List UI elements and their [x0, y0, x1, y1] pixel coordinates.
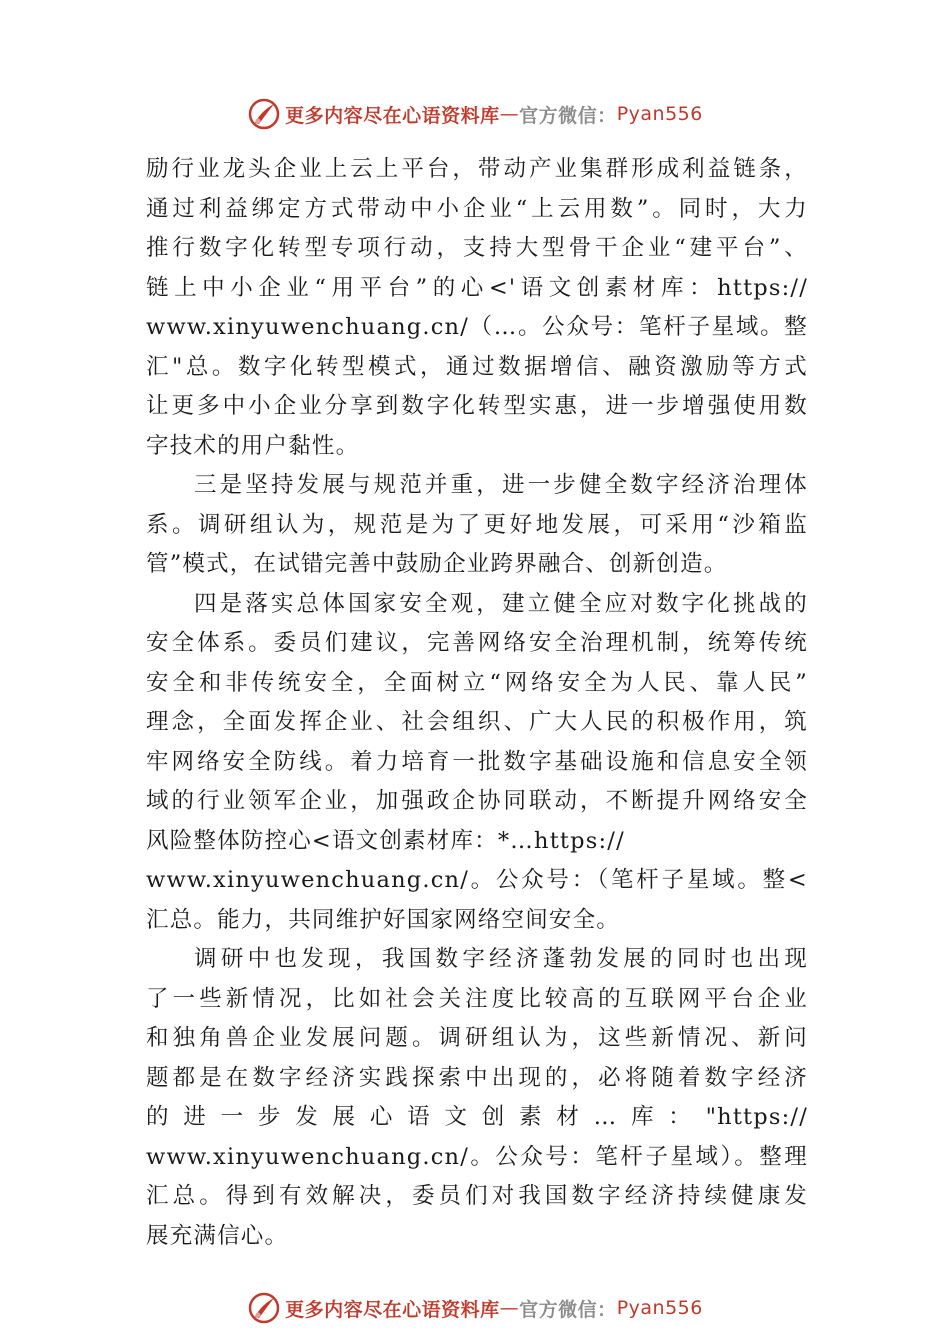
- text-line: 了一些新情况，比如社会关注度比较高的互联网平台企业: [146, 985, 808, 1012]
- text-line: 链上中小企业“用平台”的心<'语文创素材库：https://: [146, 274, 808, 301]
- text-line: 域的行业领军企业，加强政企协同联动，不断提升网络安全: [146, 788, 808, 814]
- brush-logo-icon: [247, 97, 281, 131]
- paragraph-start-line: 三是坚持发展与规范并重，进一步健全数字经济治理体: [194, 472, 808, 498]
- header-brand: 更多内容尽在心语资料库: [285, 104, 500, 127]
- text-line: 励行业龙头企业上云上平台，带动产业集群形成利益链条，: [146, 156, 808, 182]
- text-line: www.xinyuwenchuang.cn/。公众号：笔杆子星域）。整理: [146, 1143, 808, 1170]
- brush-logo-icon: [247, 1291, 281, 1325]
- text-line: 管”模式，在试错完善中鼓励企业跨界融合、创新创造。: [146, 551, 728, 577]
- text-line: 字技术的用户黏性。: [146, 432, 360, 459]
- text-line: 汇总。能力，共同维护好国家网络空间安全。: [146, 906, 621, 933]
- text-line: 系。调研组认为，规范是为了更好地发展，可采用“沙箱监: [146, 511, 808, 538]
- header-wechat-id: Pyan556: [616, 103, 703, 125]
- header-banner: [0, 96, 950, 132]
- header-dash: —: [499, 103, 520, 125]
- text-line: 安全和非传统安全，全面树立“网络安全为人民、靠人民”: [146, 669, 808, 696]
- text-line: 的进一步发展心语文创素材…库："https://: [146, 1104, 808, 1130]
- paragraph-start-line: 调研中也发现，我国数字经济蓬勃发展的同时也出现: [194, 946, 808, 972]
- text-line: 理念，全面发挥企业、社会组织、广大人民的积极作用，筑: [146, 709, 808, 735]
- text-line: 和独角兽企业发展问题。调研组认为，这些新情况、新问: [146, 1025, 808, 1051]
- text-line: 风险整体防控心<语文创素材库：*…https://: [146, 827, 625, 854]
- header-wechat-label: 官方微信：: [519, 104, 617, 127]
- footer-wechat-id: Pyan556: [616, 1297, 703, 1319]
- text-line: 让更多中小企业分享到数字化转型实惠，进一步增强使用数: [146, 393, 808, 419]
- text-line: 题都是在数字经济实践探索中出现的，必将随着数字经济: [146, 1064, 808, 1091]
- text-line: 安全体系。委员们建议，完善网络安全治理机制，统筹传统: [146, 630, 808, 656]
- footer-dash: —: [499, 1297, 520, 1319]
- footer-banner: [0, 1290, 950, 1326]
- text-line: 汇总。得到有效解决，委员们对我国数字经济持续健康发: [146, 1183, 808, 1209]
- document-body: [146, 150, 808, 1256]
- footer-wechat-label: 官方微信：: [519, 1298, 617, 1321]
- text-line: www.xinyuwenchuang.cn/。公众号：（笔杆子星域。整<: [146, 867, 808, 893]
- text-line: 通过利益绑定方式带动中小企业“上云用数”。同时，大力: [146, 195, 808, 222]
- text-line: 汇"总。数字化转型模式，通过数据增信、融资激励等方式: [146, 353, 808, 380]
- text-line: 展充满信心。: [146, 1222, 289, 1249]
- paragraph-start-line: 四是落实总体国家安全观，建立健全应对数字化挑战的: [194, 590, 808, 617]
- text-line: 牢网络安全防线。着力培育一批数字基础设施和信息安全领: [146, 748, 808, 775]
- text-line: www.xinyuwenchuang.cn/（…。公众号：笔杆子星域。整: [146, 314, 808, 340]
- text-line: 推行数字化转型专项行动，支持大型骨干企业“建平台”、: [146, 235, 808, 261]
- footer-brand: 更多内容尽在心语资料库: [285, 1298, 500, 1321]
